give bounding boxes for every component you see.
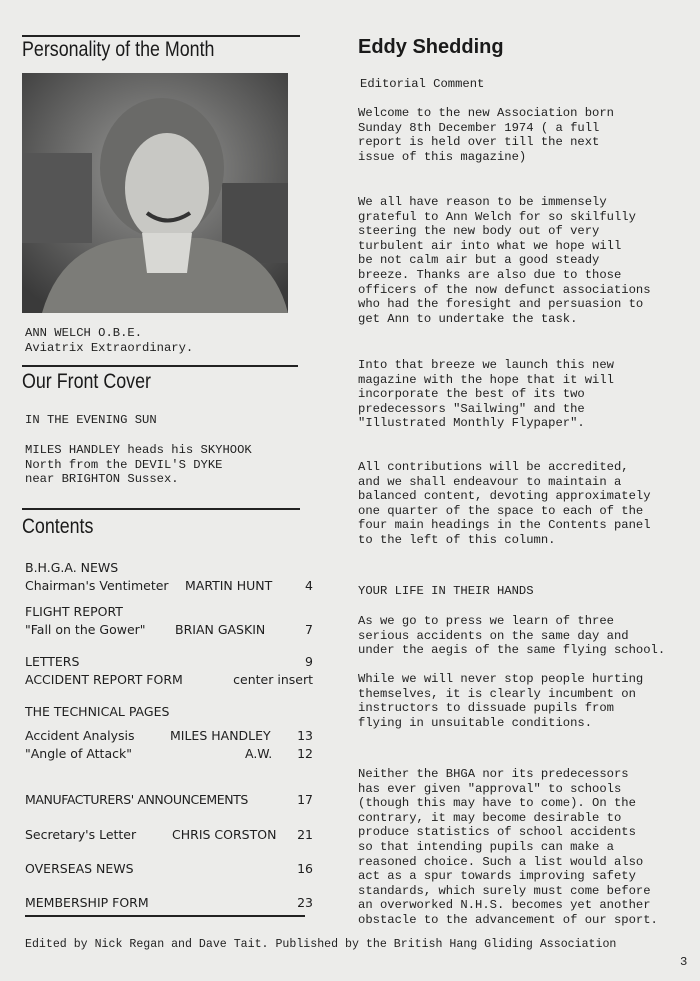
- toc-page: 9: [305, 654, 313, 669]
- divider: [22, 35, 300, 37]
- editorial-subheading: Editorial Comment: [360, 77, 485, 91]
- personality-heading: Personality of the Month: [22, 38, 215, 61]
- toc-label: "Angle of Attack": [25, 746, 132, 761]
- toc-label: THE TECHNICAL PAGES: [25, 704, 170, 719]
- toc-page: 17: [297, 792, 313, 807]
- toc-entry: [25, 895, 313, 913]
- toc-author: BRIAN GASKIN: [175, 622, 266, 637]
- toc-page: 4: [305, 578, 313, 593]
- toc-author: MARTIN HUNT: [185, 578, 273, 593]
- toc-entry: [25, 622, 313, 640]
- cover-line: MILES HANDLEY heads his SKYHOOK: [25, 443, 252, 457]
- toc-entry: [25, 728, 313, 746]
- toc-label: "Fall on the Gower": [25, 622, 146, 637]
- toc-label: Accident Analysis: [25, 728, 135, 743]
- toc-entry: [25, 578, 313, 596]
- toc-author: A.W.: [245, 746, 273, 761]
- caption-name: ANN WELCH O.B.E.: [25, 326, 143, 340]
- toc-label: LETTERS: [25, 654, 80, 669]
- footer-credit: Edited by Nick Regan and Dave Tait. Published by the British Hang Gliding Association: [25, 938, 617, 951]
- cover-line: North from the DEVIL'S DYKE: [25, 457, 223, 472]
- section-heading: YOUR LIFE IN THEIR HANDS: [358, 584, 534, 598]
- toc-label: B.H.G.A. NEWS: [25, 560, 119, 575]
- editorial-paragraph: Welcome to the new Association born Sunday 8th December 1974 ( a full report is held over till the next issue of this magazine): [358, 106, 614, 164]
- toc-page: 23: [297, 895, 313, 910]
- divider: [22, 365, 298, 367]
- editorial-paragraph: We all have reason to be immensely grateful to Ann Welch for so skilfully steering the new body out of very turbulent air into what we hope will be not calm air but a good steady breeze. Thanks are also due to those officers of the now defunct associations who had the foresight and persuasion to get Ann to undertake the task.: [358, 195, 651, 326]
- editorial-paragraph: Neither the BHGA nor its predecessors has ever given "approval" to schools (though this may have to come). On the contrary, it may become desirable to produce statistics of school accidents so that intending pupils can make a reasoned choice. Such a list would also act as a spur towards improving safety standards, which surely must come before an overworked N.H.S. becomes yet another obstacle to the advancement of our sport.: [358, 767, 658, 927]
- toc-label: FLIGHT REPORT: [25, 604, 123, 619]
- toc-entry: [25, 861, 313, 879]
- cover-text: [25, 443, 252, 487]
- toc-section: [25, 560, 313, 578]
- caption-title: Aviatrix Extraordinary.: [25, 340, 194, 355]
- editorial-paragraph: Into that breeze we launch this new magazine with the hope that it will incorporate the best of its two predecessors "Sailwing" and the "Illustrated Monthly Flypaper".: [358, 358, 614, 431]
- photo-caption: [25, 326, 193, 355]
- toc-entry: [25, 792, 313, 810]
- toc-page: 7: [305, 622, 313, 637]
- toc-author: CHRIS CORSTON: [172, 827, 277, 842]
- cover-heading: Our Front Cover: [22, 370, 151, 393]
- toc-label: OVERSEAS NEWS: [25, 861, 134, 876]
- toc-author: MILES HANDLEY: [170, 728, 271, 743]
- editorial-paragraph: As we go to press we learn of three serious accidents on the same day and under the aegis of the same flying school.: [358, 614, 666, 658]
- contents-list: [25, 560, 313, 913]
- cover-line: near BRIGHTON Sussex.: [25, 472, 179, 487]
- toc-label: ACCIDENT REPORT FORM: [25, 672, 183, 687]
- toc-label: Secretary's Letter: [25, 827, 137, 842]
- toc-page: 12: [297, 746, 313, 761]
- toc-section: [25, 604, 313, 622]
- toc-entry: [25, 827, 313, 845]
- toc-entry: [25, 746, 313, 764]
- toc-page: 16: [297, 861, 313, 876]
- toc-label: MANUFACTURERS' ANNOUNCEMENTS: [25, 792, 248, 807]
- divider: [22, 508, 300, 510]
- toc-label: MEMBERSHIP FORM: [25, 895, 149, 910]
- toc-page: 21: [297, 827, 313, 842]
- toc-entry: [25, 672, 313, 694]
- page-number: 3: [680, 955, 688, 969]
- contents-heading: Contents: [22, 515, 94, 538]
- toc-page: center insert: [233, 672, 313, 687]
- portrait-photo: [22, 73, 288, 313]
- editorial-paragraph: While we will never stop people hurting themselves, it is clearly incumbent on instructors to dissuade pupils from flying in unsuitable conditions.: [358, 672, 644, 730]
- divider: [25, 915, 305, 917]
- toc-entry: [25, 654, 313, 672]
- cover-title: IN THE EVENING SUN: [25, 413, 157, 427]
- toc-page: 13: [297, 728, 313, 743]
- editorial-paragraph: All contributions will be accredited, and we shall endeavour to maintain a balanced content, devoting approximately one quarter of the space to each of the four main headings in the Contents panel to the left of this column.: [358, 460, 651, 547]
- editorial-author: Eddy Shedding: [358, 36, 504, 58]
- toc-label: Chairman's Ventimeter: [25, 578, 169, 593]
- toc-section: [25, 704, 313, 728]
